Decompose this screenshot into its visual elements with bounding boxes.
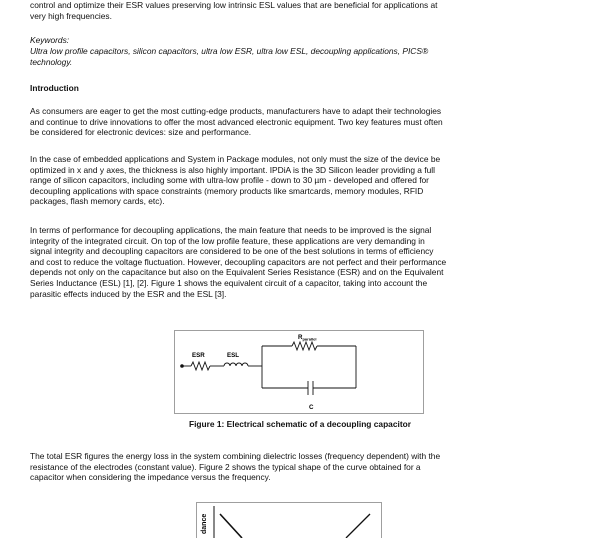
text-line: parasitic effects induced by the ESR and the ESL [3]. [30,288,227,299]
text-line: As consumers are eager to get the most cutting-edge products, manufacturers have to adapt their technologies [30,106,442,116]
text-line: In the case of embedded applications and System in Package modules, not only must the size of the device be [30,154,441,164]
inductive-slope [346,514,370,538]
r-parallel-resistor [292,342,317,350]
text-line: range of silicon capacitors, including some with ultra-low profile - down to 30 µm - developed and offered for [30,175,429,186]
y-axis-label: dance [201,513,208,534]
text-line: technology. [30,56,73,67]
text-line: be considered for electronic devices: size and performance. [30,127,252,138]
r-main: R [298,334,303,341]
text-line: control and optimize their ESR values preserving low intrinsic ESL values that are beneficial for applications at [30,0,438,10]
text-line: The total ESR figures the energy loss in the system combining dielectric losses (frequency dependent) with the [30,451,441,461]
c-label: C [309,404,314,411]
esr-paragraph [30,451,570,483]
text-line: depends not only on the capacitance but also on the Equivalent Series Resistance (ESR) and on the Equivalent [30,267,444,278]
text-line: In terms of performance for decoupling applications, the main feature that needs to be improved is the signal [30,225,432,235]
esl-inductor [224,363,248,366]
r-sub: parallel [302,336,317,342]
figure-frame [197,503,382,538]
abstract-tail [30,0,437,21]
text-line: packages, flash memory cards, etc). [30,196,165,207]
text-line: very high frequencies. [30,10,112,21]
esl-label: ESL [227,352,240,359]
text-line: optimized in x and y axes, the thickness is also highly important. IPDiA is the 3D Silicon leader providing a full [30,164,435,175]
figure-1-schematic [174,330,424,414]
paragraph-3 [30,225,570,299]
section-heading-introduction: Introduction [30,83,79,93]
r-parallel-label [298,334,316,342]
paragraph-1 [30,106,570,138]
text-line: and cost to reduce the voltage fluctuation. However, decoupling capacitors are not perfect and their performance [30,256,447,267]
esr-label: ESR [192,352,205,359]
text-line: Ultra low profile capacitors, silicon capacitors, ultra low ESR, ultra low ESL, decoupling applications, PICS® [30,46,429,56]
keywords-text [30,46,550,67]
text-line: decoupling applications with space constraints (memory products like smartcards, memory modules, RFID [30,185,424,196]
esr-resistor [191,362,210,370]
paragraph-2 [30,154,570,207]
text-line: and continue to drive innovations to offer the most advanced electronic equipment. Two key features must often [30,116,443,127]
keywords-label: Keywords: [30,35,70,45]
figure-1-caption: Figure 1: Electrical schematic of a decoupling capacitor [188,419,411,429]
text-line: integrity of the integrated circuit. On top of the low profile feature, these applications are very demanding in [30,235,425,246]
capacitive-slope [220,514,242,538]
text-line: resistance of the electrodes (constant value). Figure 2 shows the typical shape of the curve obtained for a [30,461,421,472]
figure-2-impedance-plot [196,502,386,538]
figure-frame [175,331,424,414]
text-line: Series Inductance (ESL) [1], [2]. Figure 1 shows the equivalent circuit of a capacitor, taking into account the [30,277,428,288]
text-line: signal integrity and decoupling capacitors are considered to be one of the best solutions in terms of efficiency [30,246,434,257]
text-line: capacitor when considering the impedance versus the frequency. [30,472,271,483]
